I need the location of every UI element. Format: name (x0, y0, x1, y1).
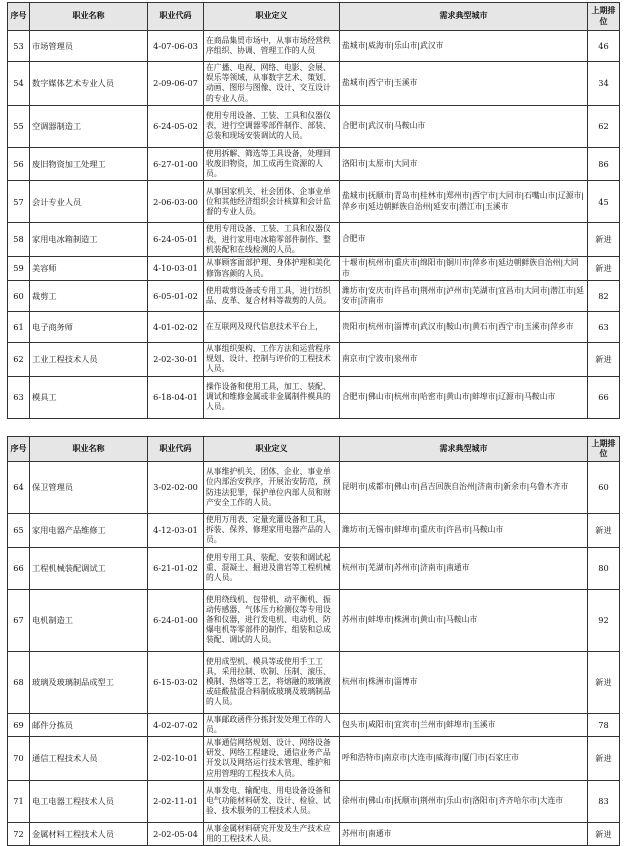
occupation-name: 裁剪工 (30, 281, 148, 312)
row-number: 54 (8, 62, 30, 106)
typical-cities: 杭州市|株洲市|淄博市 (340, 651, 588, 713)
header-no: 序号 (8, 3, 30, 31)
occupation-code: 6-24-01-00 (148, 589, 204, 651)
table-row (8, 147, 620, 181)
occupation-definition: 使用专用工具、装配、安装和调试起重、混凝土、掘进及凿岩等工程机械的人员。 (204, 547, 340, 589)
table-row (8, 62, 620, 106)
occupation-name: 空调器制造工 (30, 105, 148, 147)
previous-rank: 63 (588, 312, 620, 343)
table-row (8, 651, 620, 713)
occupation-name: 数字媒体艺术专业人员 (30, 62, 148, 106)
typical-cities: 杭州市|芜湖市|苏州市|济南市|南通市 (340, 547, 588, 589)
table-row (8, 589, 620, 651)
table-row (8, 713, 620, 736)
typical-cities: 盐城市|威海市|乐山市|武汉市 (340, 31, 588, 62)
occupation-definition: 在商品集贸市场中，从事市场经营秩序组织、协调、管理工作的人员 (204, 31, 340, 62)
previous-rank: 66 (588, 376, 620, 418)
header-prev-rank: 上期排位 (588, 437, 620, 462)
row-number: 69 (8, 713, 30, 736)
previous-rank: 78 (588, 713, 620, 736)
typical-cities: 呼和浩特市|南京市|大连市|威海市|厦门市|石家庄市 (340, 737, 588, 781)
previous-rank: 82 (588, 281, 620, 312)
table-header-row (8, 437, 620, 462)
row-number: 66 (8, 547, 30, 589)
typical-cities: 盐城市|西宁市|玉溪市 (340, 62, 588, 106)
table-row (8, 376, 620, 418)
header-no: 序号 (8, 437, 30, 462)
occupation-definition: 从事通信网络规划、设计、网络设备研发、网络工程建设、通信业务产品开发以及网络运行技术管理、维护和应用管理的工程技术人员。 (204, 737, 340, 781)
previous-rank: 新进 (588, 223, 620, 257)
row-number: 59 (8, 257, 30, 281)
table-row (8, 822, 620, 845)
occupation-definition: 使用专用设备、工装、工具和仪器仪表，进行空调器零部件制作、部装、总装和现场安装调试的人员。 (204, 105, 340, 147)
occupation-definition: 从事金属材料研究开发及生产技术应用的工程技术人员。 (204, 822, 340, 845)
table-row (8, 31, 620, 62)
occupation-definition: 从事邮政函件分拣封发处理工作的人员。 (204, 713, 340, 736)
occupation-name: 家用电器产品维修工 (30, 514, 148, 548)
occupation-name: 邮件分拣员 (30, 713, 148, 736)
row-number: 57 (8, 181, 30, 223)
row-number: 55 (8, 105, 30, 147)
occupation-definition: 使用裁剪设备或专用工具，进行纺织品、皮革、复合材料等裁剪的人员。 (204, 281, 340, 312)
occupation-code: 6-24-05-01 (148, 223, 204, 257)
previous-rank: 92 (588, 589, 620, 651)
occupation-name: 会计专业人员 (30, 181, 148, 223)
previous-rank: 60 (588, 462, 620, 514)
occupation-definition: 从事顾客面部护理、身体护理和美化修饰容颜的人员。 (204, 257, 340, 281)
row-number: 53 (8, 31, 30, 62)
table-row (8, 737, 620, 781)
typical-cities: 合肥市|佛山市|杭州市|哈密市|黄山市|蚌埠市|辽源市|马鞍山市 (340, 376, 588, 418)
row-number: 71 (8, 780, 30, 822)
typical-cities: 包头市|咸阳市|宜宾市|兰州市|蚌埠市|玉溪市 (340, 713, 588, 736)
occupation-name: 美容师 (30, 257, 148, 281)
row-number: 70 (8, 737, 30, 781)
previous-rank: 80 (588, 547, 620, 589)
occupation-name: 废旧物资加工处理工 (30, 147, 148, 181)
typical-cities: 洛阳市|太原市|大同市 (340, 147, 588, 181)
previous-rank: 34 (588, 62, 620, 106)
header-name: 职业名称 (30, 437, 148, 462)
header-code: 职业代码 (148, 3, 204, 31)
typical-cities: 昆明市|成都市|佛山市|昌吉回族自治州|济南市|新余市|乌鲁木齐市 (340, 462, 588, 514)
occupation-code: 6-21-01-02 (148, 547, 204, 589)
table-row (8, 547, 620, 589)
row-number: 63 (8, 376, 30, 418)
row-number: 62 (8, 343, 30, 377)
occupation-table-1 (7, 2, 620, 419)
occupation-code: 6-27-01-00 (148, 147, 204, 181)
table-row (8, 780, 620, 822)
occupation-name: 电工电器工程技术人员 (30, 780, 148, 822)
occupation-code: 6-15-03-02 (148, 651, 204, 713)
occupation-definition: 从事国家机关、社会团体、企事业单位和其他经济组织会计核算和会计监督的专业人员。 (204, 181, 340, 223)
occupation-name: 工程机械装配调试工 (30, 547, 148, 589)
occupation-definition: 在互联网及现代信息技术平台上， (204, 312, 340, 343)
occupation-definition: 从事维护机关、团体、企业、事业单位内部治安秩序，开展治安防范，预防违法犯罪，保护单位内部人员和财产安全工作的人员。 (204, 462, 340, 514)
occupation-code: 2-06-03-00 (148, 181, 204, 223)
occupation-code: 4-02-07-02 (148, 713, 204, 736)
previous-rank: 新进 (588, 737, 620, 781)
occupation-definition: 从事组织架构、工作方法和运营程序规划、设计、控制与评价的工程技术人员。 (204, 343, 340, 377)
table-row (8, 312, 620, 343)
header-cities: 需求典型城市 (340, 437, 588, 462)
previous-rank: 新进 (588, 651, 620, 713)
occupation-name: 玻璃及玻璃制品成型工 (30, 651, 148, 713)
typical-cities: 合肥市 (340, 223, 588, 257)
typical-cities: 苏州市|南通市 (340, 822, 588, 845)
typical-cities: 贵阳市|杭州市|淄博市|武汉市|鞍山市|黄石市|西宁市|玉溪市|萍乡市 (340, 312, 588, 343)
typical-cities: 徐州市|佛山市|抚顺市|荆州市|乐山市|洛阳市|齐齐哈尔市|大连市 (340, 780, 588, 822)
table-row (8, 223, 620, 257)
typical-cities: 南京市|宁波市|泉州市 (340, 343, 588, 377)
occupation-code: 4-01-02-02 (148, 312, 204, 343)
table-row (8, 343, 620, 377)
header-cities: 需求典型城市 (340, 3, 588, 31)
occupation-code: 2-02-05-04 (148, 822, 204, 845)
occupation-code: 4-12-03-01 (148, 514, 204, 548)
occupation-table-2 (7, 436, 620, 846)
row-number: 67 (8, 589, 30, 651)
occupation-definition: 使用专用设备、工装、工具和仪器仪表，进行家用电冰箱零部件制作、整机装配和在线检测的人员。 (204, 223, 340, 257)
occupation-definition: 从事发电、输配电、用电设备设备和电气功能材料研发、设计、检验、试验、技术服务的工程技术人员。 (204, 780, 340, 822)
table-row (8, 105, 620, 147)
occupation-code: 2-09-06-07 (148, 62, 204, 106)
header-definition: 职业定义 (204, 3, 340, 31)
occupation-definition: 使用成型机、模具等或使用手工工具，采用拉制、吹制、压制、滚压、模制、热熔等工艺，将熔融的玻璃液或硅酸盐混合料制成玻璃及玻璃制品的人员。 (204, 651, 340, 713)
previous-rank: 46 (588, 31, 620, 62)
header-prev-rank: 上期排位 (588, 3, 620, 31)
occupation-code: 3-02-02-00 (148, 462, 204, 514)
occupation-definition: 使用万用表、定量充灌设备和工具，拆装、保养、修理家用电器产品的人员。 (204, 514, 340, 548)
table-row (8, 462, 620, 514)
header-name: 职业名称 (30, 3, 148, 31)
previous-rank: 新进 (588, 514, 620, 548)
occupation-name: 模具工 (30, 376, 148, 418)
row-number: 68 (8, 651, 30, 713)
occupation-code: 2-02-11-01 (148, 780, 204, 822)
previous-rank: 45 (588, 181, 620, 223)
occupation-name: 工业工程技术人员 (30, 343, 148, 377)
previous-rank: 新进 (588, 822, 620, 845)
occupation-name: 家用电冰箱制造工 (30, 223, 148, 257)
occupation-code: 2-02-30-01 (148, 343, 204, 377)
previous-rank: 83 (588, 780, 620, 822)
table-header-row (8, 3, 620, 31)
table-row (8, 257, 620, 281)
row-number: 64 (8, 462, 30, 514)
previous-rank: 新进 (588, 343, 620, 377)
typical-cities: 十堰市|杭州市|重庆市|绵阳市|铜川市|萍乡市|延边朝鲜族自治州|大同市 (340, 257, 588, 281)
previous-rank: 86 (588, 147, 620, 181)
previous-rank: 新进 (588, 257, 620, 281)
occupation-code: 4-07-06-03 (148, 31, 204, 62)
occupation-definition: 使用绕线机、包带机、动平衡机、振动传感器、气体压力检测仪等专用设备和仪器，进行发电机、电动机、防爆电机等零部件的制作、组装和总成装配、调试的人员。 (204, 589, 340, 651)
occupation-code: 6-18-04-01 (148, 376, 204, 418)
occupation-definition: 在广播、电视、网络、电影、会展、娱乐等领域，从事数字艺术、策划、动画、图形与图像、设计、交互设计的专业人员。 (204, 62, 340, 106)
row-number: 61 (8, 312, 30, 343)
occupation-name: 通信工程技术人员 (30, 737, 148, 781)
header-code: 职业代码 (148, 437, 204, 462)
header-definition: 职业定义 (204, 437, 340, 462)
previous-rank: 62 (588, 105, 620, 147)
table-row (8, 281, 620, 312)
typical-cities: 潍坊市|安庆市|许昌市|荆州市|泸州市|芜湖市|宜昌市|大同市|潜江市|延安市|济南市 (340, 281, 588, 312)
typical-cities: 苏州市|蚌埠市|株洲市|黄山市|马鞍山市 (340, 589, 588, 651)
row-number: 60 (8, 281, 30, 312)
typical-cities: 盐城市|抚顺市|青岛市|桂林市|郑州市|西宁市|大同市|石嘴山市|辽源市|萍乡市|延边朝鲜族自治州|延安市|潜江市|玉溪市 (340, 181, 588, 223)
occupation-name: 保卫管理员 (30, 462, 148, 514)
row-number: 72 (8, 822, 30, 845)
occupation-name: 电子商务师 (30, 312, 148, 343)
occupation-name: 金属材料工程技术人员 (30, 822, 148, 845)
occupation-code: 6-05-01-02 (148, 281, 204, 312)
row-number: 58 (8, 223, 30, 257)
occupation-code: 4-10-03-01 (148, 257, 204, 281)
table-row (8, 181, 620, 223)
typical-cities: 合肥市|武汉市|马鞍山市 (340, 105, 588, 147)
row-number: 56 (8, 147, 30, 181)
occupation-name: 市场管理员 (30, 31, 148, 62)
occupation-code: 2-02-10-01 (148, 737, 204, 781)
occupation-definition: 操作设备和使用工具，加工、装配、调试和维修金属或非金属制件模具的人员。 (204, 376, 340, 418)
row-number: 65 (8, 514, 30, 548)
table-row (8, 514, 620, 548)
occupation-definition: 使用拆解、筛选等工具设备，处理回收废旧物资，加工成再生资源的人员。 (204, 147, 340, 181)
occupation-code: 6-24-05-02 (148, 105, 204, 147)
occupation-name: 电机制造工 (30, 589, 148, 651)
typical-cities: 潍坊市|无锡市|蚌埠市|重庆市|许昌市|马鞍山市 (340, 514, 588, 548)
